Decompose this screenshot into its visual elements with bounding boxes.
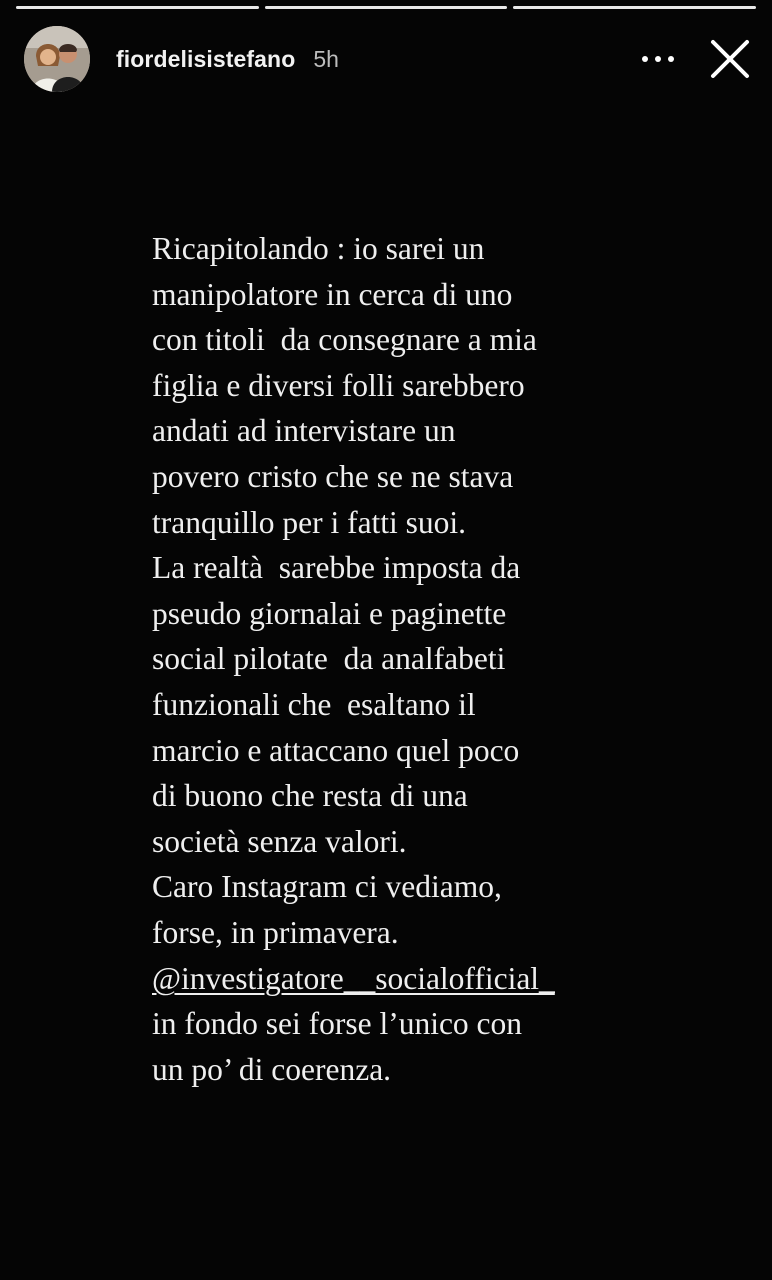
text-line: società senza valori.: [152, 823, 407, 859]
close-icon: [710, 39, 750, 79]
text-line: funzionali che esaltano il: [152, 686, 476, 722]
text-line: La realtà sarebbe imposta da: [152, 550, 521, 586]
story-text: [152, 226, 672, 1092]
story-header: [24, 26, 752, 92]
text-line: in fondo sei forse l’unico con: [152, 1006, 523, 1042]
avatar[interactable]: [24, 26, 90, 92]
progress-segment: [265, 6, 508, 9]
username[interactable]: fiordelisistefano: [116, 45, 296, 72]
text-line: tranquillo per i fatti suoi.: [152, 504, 467, 540]
text-line: figlia e diversi folli sarebbero: [152, 367, 525, 403]
story-progress-bar: [16, 6, 756, 9]
text-line: con titoli da consegnare a mia: [152, 322, 537, 358]
progress-segment: [16, 6, 259, 9]
text-line: Caro Instagram ci vediamo,: [152, 869, 502, 905]
text-line: di buono che resta di una: [152, 778, 468, 814]
text-line: andati ad intervistare un: [152, 413, 456, 449]
progress-segment: [513, 6, 756, 9]
more-options-button[interactable]: [636, 39, 680, 79]
text-line: marcio e attaccano quel poco: [152, 732, 520, 768]
mention-link[interactable]: @investigatore__socialofficial_: [152, 960, 555, 996]
profile-photo-icon: [24, 26, 90, 92]
text-line: pseudo giornalai e paginette: [152, 595, 507, 631]
text-line: manipolatore in cerca di uno: [152, 276, 513, 312]
more-options-icon: [641, 55, 675, 63]
post-time: 5h: [313, 45, 339, 72]
text-line: un po’ di coerenza.: [152, 1051, 392, 1087]
close-button[interactable]: [708, 37, 752, 81]
text-line: social pilotate da analfabeti: [152, 641, 506, 677]
text-line: povero cristo che se ne stava: [152, 458, 514, 494]
text-line: forse, in primavera.: [152, 914, 399, 950]
text-line: Ricapitolando : io sarei un: [152, 231, 485, 266]
